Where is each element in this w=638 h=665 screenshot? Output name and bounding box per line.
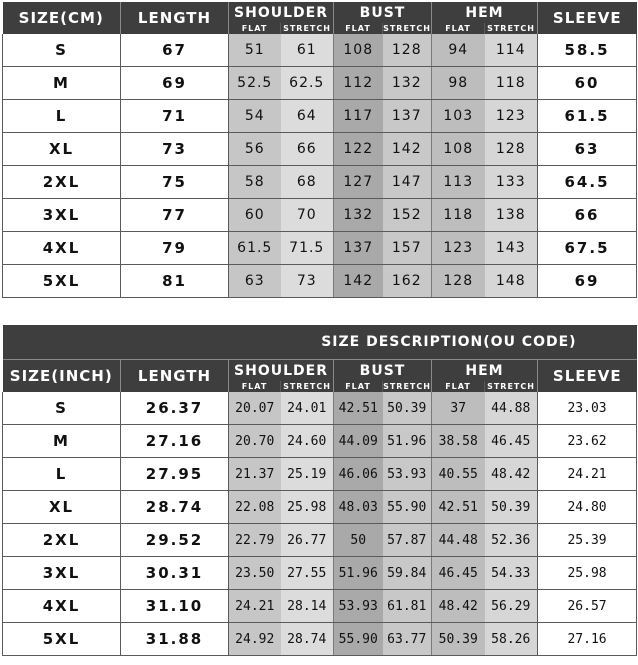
table-row [3,524,637,557]
cell-bust-flat: 117 [334,100,383,133]
cell-bust-stretch: 50.39 [383,392,432,425]
cell-shoulder-flat: 20.07 [229,392,281,425]
cell-sleeve: 66 [538,199,637,232]
subheader-flat: FLAT [229,381,281,392]
cell-hem-flat: 42.51 [432,491,485,524]
cell-sleeve: 67.5 [538,232,637,265]
cell-hem-flat: 37 [432,392,485,425]
cell-shoulder-flat: 51 [229,34,281,67]
cell-sleeve: 58.5 [538,34,637,67]
cell-shoulder-stretch: 26.77 [281,524,334,557]
header-length: LENGTH [121,2,229,34]
cell-length: 27.95 [121,458,229,491]
cell-size: L [3,458,121,491]
subheader-flat: FLAT [334,23,383,34]
cell-size: S [3,34,121,67]
cell-bust-stretch: 142 [383,133,432,166]
header-length: LENGTH [121,360,229,393]
cell-shoulder-stretch: 62.5 [281,67,334,100]
cell-shoulder-flat: 21.37 [229,458,281,491]
cell-hem-stretch: 56.29 [485,590,538,623]
cell-bust-flat: 44.09 [334,425,383,458]
cell-bust-flat: 132 [334,199,383,232]
cell-hem-flat: 46.45 [432,557,485,590]
cell-sleeve: 64.5 [538,166,637,199]
header-size: SIZE(INCH) [3,360,121,393]
subheader-flat: FLAT [229,23,281,34]
cell-shoulder-flat: 20.70 [229,425,281,458]
cell-shoulder-stretch: 28.14 [281,590,334,623]
subheader-stretch: STRETCH [383,24,431,33]
cell-hem-stretch: 143 [485,232,538,265]
subheader-flat: FLAT [334,381,383,392]
header-sleeve: SLEEVE [538,2,637,34]
cell-shoulder-flat: 58 [229,166,281,199]
table-row [3,590,637,623]
cell-shoulder-stretch: 25.19 [281,458,334,491]
size-description-banner: SIZE DESCRIPTION(OU CODE) [3,325,637,360]
table-row [3,34,637,67]
cell-hem-flat: 123 [432,232,485,265]
header-bust: BUST [334,2,432,23]
cell-length: 75 [121,166,229,199]
cell-size: M [3,67,121,100]
cell-bust-stretch: 152 [383,199,432,232]
cell-length: 26.37 [121,392,229,425]
cell-hem-flat: 44.48 [432,524,485,557]
cell-length: 31.88 [121,623,229,656]
cell-bust-stretch: 162 [383,265,432,298]
cell-shoulder-stretch: 28.74 [281,623,334,656]
cell-bust-flat: 48.03 [334,491,383,524]
cell-shoulder-flat: 23.50 [229,557,281,590]
table-row [3,166,637,199]
cell-sleeve: 24.21 [538,458,637,491]
table-row [3,67,637,100]
cell-hem-flat: 118 [432,199,485,232]
subheader-flat: FLAT [432,381,485,392]
table-row [3,557,637,590]
cell-hem-flat: 38.58 [432,425,485,458]
cell-shoulder-flat: 56 [229,133,281,166]
cell-hem-stretch: 48.42 [485,458,538,491]
cell-sleeve: 27.16 [538,623,637,656]
cell-size: 3XL [3,557,121,590]
cell-hem-stretch: 133 [485,166,538,199]
cell-length: 28.74 [121,491,229,524]
cell-length: 67 [121,34,229,67]
table-row [3,392,637,425]
cell-bust-stretch: 53.93 [383,458,432,491]
cell-bust-flat: 42.51 [334,392,383,425]
cell-hem-stretch: 123 [485,100,538,133]
cell-sleeve: 61.5 [538,100,637,133]
cell-size: 4XL [3,232,121,265]
cell-shoulder-flat: 54 [229,100,281,133]
cell-shoulder-flat: 24.21 [229,590,281,623]
cell-hem-flat: 94 [432,34,485,67]
table-row [3,265,637,298]
cell-bust-stretch: 51.96 [383,425,432,458]
table-row [3,623,637,656]
cell-shoulder-stretch: 66 [281,133,334,166]
cell-bust-stretch: 57.87 [383,524,432,557]
cell-length: 81 [121,265,229,298]
cell-hem-stretch: 54.33 [485,557,538,590]
subheader-stretch: STRETCH [485,381,538,392]
cell-size: XL [3,133,121,166]
cell-hem-stretch: 118 [485,67,538,100]
cell-hem-stretch: 52.36 [485,524,538,557]
cell-hem-flat: 50.39 [432,623,485,656]
cell-size: L [3,100,121,133]
cell-shoulder-stretch: 27.55 [281,557,334,590]
cell-hem-flat: 48.42 [432,590,485,623]
cell-size: S [3,392,121,425]
cell-hem-flat: 40.55 [432,458,485,491]
cell-sleeve: 60 [538,67,637,100]
subheader-stretch: STRETCH [383,382,431,391]
table-row [3,199,637,232]
cell-shoulder-stretch: 71.5 [281,232,334,265]
cell-hem-flat: 103 [432,100,485,133]
cell-hem-stretch: 58.26 [485,623,538,656]
cell-bust-flat: 112 [334,67,383,100]
cell-size: 4XL [3,590,121,623]
cell-size: 5XL [3,623,121,656]
cell-size: M [3,425,121,458]
subheader-flat: FLAT [432,23,485,34]
cell-bust-flat: 51.96 [334,557,383,590]
cell-shoulder-stretch: 68 [281,166,334,199]
cell-sleeve: 24.80 [538,491,637,524]
cell-length: 27.16 [121,425,229,458]
table-row [3,425,637,458]
cell-bust-stretch: 59.84 [383,557,432,590]
cell-bust-flat: 122 [334,133,383,166]
cell-bust-stretch: 157 [383,232,432,265]
cell-bust-flat: 55.90 [334,623,383,656]
header-sleeve: SLEEVE [538,360,637,393]
size-chart-inch [2,325,637,656]
cell-size: XL [3,491,121,524]
cell-sleeve: 63 [538,133,637,166]
header-shoulder: SHOULDER [229,360,334,382]
cell-shoulder-stretch: 25.98 [281,491,334,524]
cell-hem-flat: 108 [432,133,485,166]
cell-shoulder-flat: 22.79 [229,524,281,557]
cell-size: 3XL [3,199,121,232]
cell-length: 69 [121,67,229,100]
cell-hem-stretch: 50.39 [485,491,538,524]
cell-hem-stretch: 46.45 [485,425,538,458]
cell-hem-stretch: 148 [485,265,538,298]
cell-sleeve: 23.62 [538,425,637,458]
cell-shoulder-flat: 63 [229,265,281,298]
cell-hem-stretch: 44.88 [485,392,538,425]
cell-shoulder-stretch: 61 [281,34,334,67]
size-chart-cm [2,2,637,298]
cell-hem-flat: 128 [432,265,485,298]
header-hem: HEM [432,360,538,382]
cell-sleeve: 25.39 [538,524,637,557]
cell-sleeve: 25.98 [538,557,637,590]
table-row [3,491,637,524]
cell-shoulder-flat: 24.92 [229,623,281,656]
cell-hem-flat: 113 [432,166,485,199]
cell-shoulder-flat: 22.08 [229,491,281,524]
cell-bust-stretch: 137 [383,100,432,133]
cell-hem-stretch: 138 [485,199,538,232]
cell-bust-flat: 108 [334,34,383,67]
cell-size: 2XL [3,524,121,557]
header-hem: HEM [432,2,538,23]
cell-size: 2XL [3,166,121,199]
table-row [3,100,637,133]
cell-hem-stretch: 128 [485,133,538,166]
cell-bust-flat: 142 [334,265,383,298]
cell-bust-stretch: 132 [383,67,432,100]
cell-shoulder-flat: 61.5 [229,232,281,265]
cell-shoulder-stretch: 64 [281,100,334,133]
header-size: SIZE(CM) [3,2,121,34]
cell-shoulder-stretch: 24.60 [281,425,334,458]
cell-shoulder-flat: 60 [229,199,281,232]
cell-length: 79 [121,232,229,265]
cell-bust-flat: 46.06 [334,458,383,491]
cell-length: 29.52 [121,524,229,557]
cell-length: 31.10 [121,590,229,623]
cell-shoulder-stretch: 24.01 [281,392,334,425]
cell-hem-stretch: 114 [485,34,538,67]
cell-hem-flat: 98 [432,67,485,100]
cell-bust-stretch: 55.90 [383,491,432,524]
cell-shoulder-flat: 52.5 [229,67,281,100]
cell-sleeve: 69 [538,265,637,298]
cell-length: 71 [121,100,229,133]
cell-length: 77 [121,199,229,232]
table-row [3,232,637,265]
cell-shoulder-stretch: 73 [281,265,334,298]
subheader-stretch: STRETCH [281,381,334,392]
cell-length: 73 [121,133,229,166]
cell-size: 5XL [3,265,121,298]
table-row [3,133,637,166]
cell-sleeve: 26.57 [538,590,637,623]
cell-bust-stretch: 128 [383,34,432,67]
header-bust: BUST [334,360,432,382]
cell-length: 30.31 [121,557,229,590]
cell-shoulder-stretch: 70 [281,199,334,232]
cell-bust-flat: 50 [334,524,383,557]
cell-sleeve: 23.03 [538,392,637,425]
subheader-stretch: STRETCH [281,23,334,34]
cell-bust-flat: 127 [334,166,383,199]
cell-bust-stretch: 63.77 [383,623,432,656]
cell-bust-stretch: 147 [383,166,432,199]
cell-bust-flat: 53.93 [334,590,383,623]
cell-bust-stretch: 61.81 [383,590,432,623]
cell-bust-flat: 137 [334,232,383,265]
table-row [3,458,637,491]
header-shoulder: SHOULDER [229,2,334,23]
subheader-stretch: STRETCH [485,23,538,34]
